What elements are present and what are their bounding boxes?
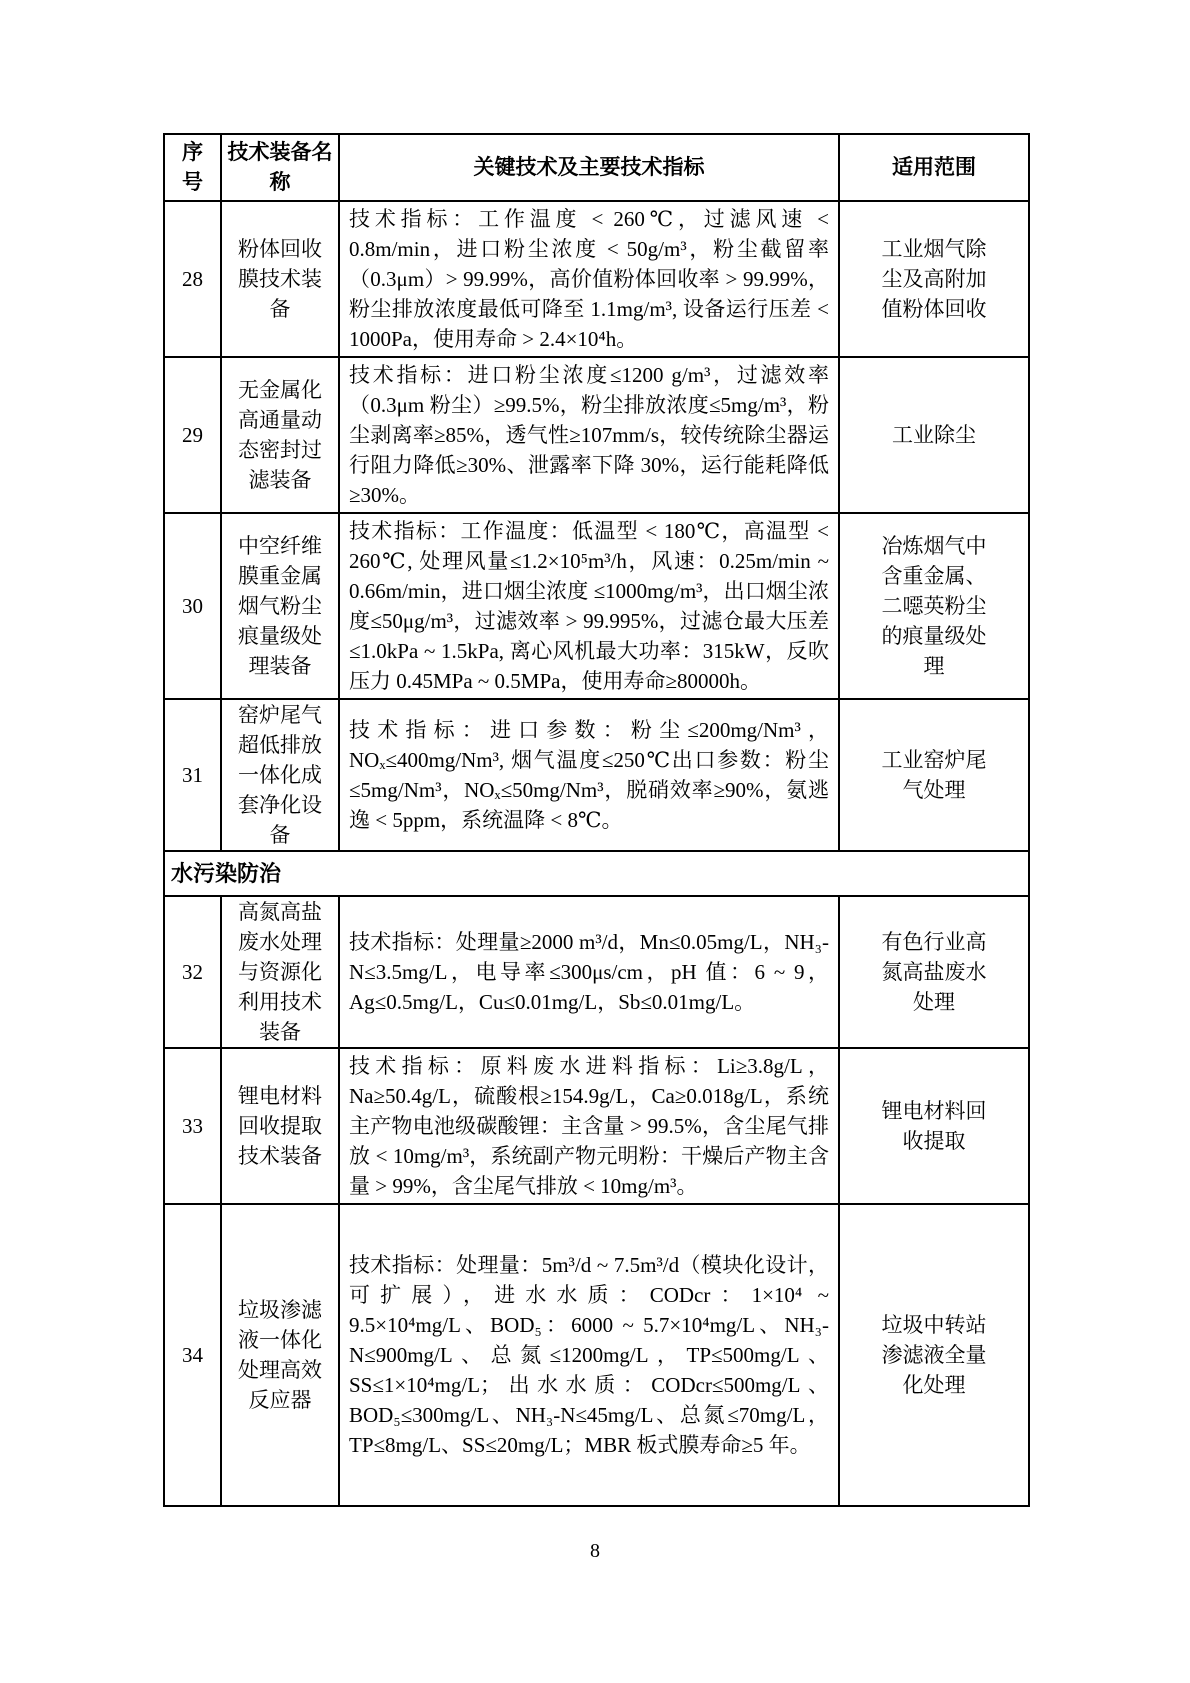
table-row [164, 699, 1029, 851]
row-28-indicators: 技术指标：工作温度 < 260℃，过滤风速 < 0.8m/min，进口粉尘浓度 < 50g/m³，粉尘截留率（0.3μm）> 99.99%，高价值粉体回收率 > 99.99%，粉尘排放浓度最低可降至 1.1mg/m³, 设备运行压差 < 1000Pa，使用寿命 > 2.4×10⁴h。 [339, 201, 839, 357]
row-32-scope: 有色行业高氮高盐废水处理 [839, 896, 1029, 1048]
section-header-row [164, 851, 1029, 896]
row-28-equipment-name: 粉体回收膜技术装备 [221, 201, 339, 357]
header-scope: 适用范围 [839, 134, 1029, 201]
page-number: 8 [590, 1540, 600, 1562]
row-31-scope: 工业窑炉尾气处理 [839, 699, 1029, 851]
row-29-number: 29 [164, 357, 221, 513]
table-row [164, 1048, 1029, 1204]
table-row [164, 513, 1029, 699]
row-34-equipment-name: 垃圾渗滤液一体化处理高效反应器 [221, 1204, 339, 1506]
table-row [164, 896, 1029, 1048]
row-30-scope: 冶炼烟气中含重金属、二噁英粉尘的痕量级处理 [839, 513, 1029, 699]
row-28-scope: 工业烟气除尘及高附加值粉体回收 [839, 201, 1029, 357]
table-row [164, 357, 1029, 513]
table-row [164, 1204, 1029, 1506]
row-29-scope: 工业除尘 [839, 357, 1029, 513]
row-32-indicators: 技术指标：处理量≥2000 m³/d，Mn≤0.05mg/L，NH₃-N≤3.5mg/L，电导率≤300μs/cm，pH 值：6 ~ 9，Ag≤0.5mg/L，Cu≤0.01mg/L，Sb≤0.01mg/L。 [339, 896, 839, 1048]
technology-equipment-table [163, 133, 1030, 1507]
section-header-water-pollution: 水污染防治 [164, 851, 1029, 896]
row-33-scope: 锂电材料回收提取 [839, 1048, 1029, 1204]
row-33-number: 33 [164, 1048, 221, 1204]
header-equipment-name: 技术装备名称 [221, 134, 339, 201]
row-31-equipment-name: 窑炉尾气超低排放一体化成套净化设备 [221, 699, 339, 851]
row-31-indicators: 技术指标：进口参数：粉尘≤200mg/Nm³，NOₓ≤400mg/Nm³, 烟气温度≤250℃出口参数：粉尘≤5mg/Nm³，NOₓ≤50mg/Nm³，脱硝效率≥90%，氨逃逸 < 5ppm，系统温降 < 8℃。 [339, 699, 839, 851]
table-header-row [164, 134, 1029, 201]
header-key-indicators: 关键技术及主要技术指标 [339, 134, 839, 201]
row-29-equipment-name: 无金属化高通量动态密封过滤装备 [221, 357, 339, 513]
row-33-indicators: 技术指标：原料废水进料指标：Li≥3.8g/L，Na≥50.4g/L，硫酸根≥154.9g/L，Ca≥0.018g/L，系统主产物电池级碳酸锂：主含量 > 99.5%，含尘尾气排放 < 10mg/m³，系统副产物元明粉：干燥后产物主含量 > 99%，含尘尾气排放 < 10mg/m³。 [339, 1048, 839, 1204]
row-32-number: 32 [164, 896, 221, 1048]
row-34-scope: 垃圾中转站渗滤液全量化处理 [839, 1204, 1029, 1506]
row-28-number: 28 [164, 201, 221, 357]
row-34-indicators: 技术指标：处理量：5m³/d ~ 7.5m³/d（模块化设计，可扩展），进水水质：CODcr：1×10⁴ ~ 9.5×10⁴mg/L、BOD₅：6000 ~ 5.7×10⁴mg/L、NH₃-N≤900mg/L、总氮≤1200mg/L，TP≤500mg/L、SS≤1×10⁴mg/L；出水水质：CODcr≤500mg/L、BOD₅≤300mg/L、NH₃-N≤45mg/L、总氮≤70mg/L，TP≤8mg/L、SS≤20mg/L；MBR 板式膜寿命≥5 年。 [339, 1204, 839, 1506]
row-33-equipment-name: 锂电材料回收提取技术装备 [221, 1048, 339, 1204]
row-34-number: 34 [164, 1204, 221, 1506]
row-31-number: 31 [164, 699, 221, 851]
row-30-equipment-name: 中空纤维膜重金属烟气粉尘痕量级处理装备 [221, 513, 339, 699]
row-30-indicators: 技术指标：工作温度：低温型 < 180℃，高温型 < 260℃, 处理风量≤1.2×10⁵m³/h，风速：0.25m/min ~ 0.66m/min，进口烟尘浓度 ≤1000mg/m³，出口烟尘浓度≤50μg/m³，过滤效率 > 99.995%，过滤仓最大压差≤1.0kPa ~ 1.5kPa, 离心风机最大功率：315kW，反吹压力 0.45MPa ~ 0.5MPa，使用寿命≥80000h。 [339, 513, 839, 699]
row-29-indicators: 技术指标：进口粉尘浓度≤1200 g/m³，过滤效率（0.3μm 粉尘）≥99.5%，粉尘排放浓度≤5mg/m³，粉尘剥离率≥85%，透气性≥107mm/s，较传统除尘器运行阻力降低≥30%、泄露率下降 30%，运行能耗降低≥30%。 [339, 357, 839, 513]
header-serial-number: 序号 [164, 134, 221, 201]
row-32-equipment-name: 高氮高盐废水处理与资源化利用技术装备 [221, 896, 339, 1048]
table-row [164, 201, 1029, 357]
row-30-number: 30 [164, 513, 221, 699]
